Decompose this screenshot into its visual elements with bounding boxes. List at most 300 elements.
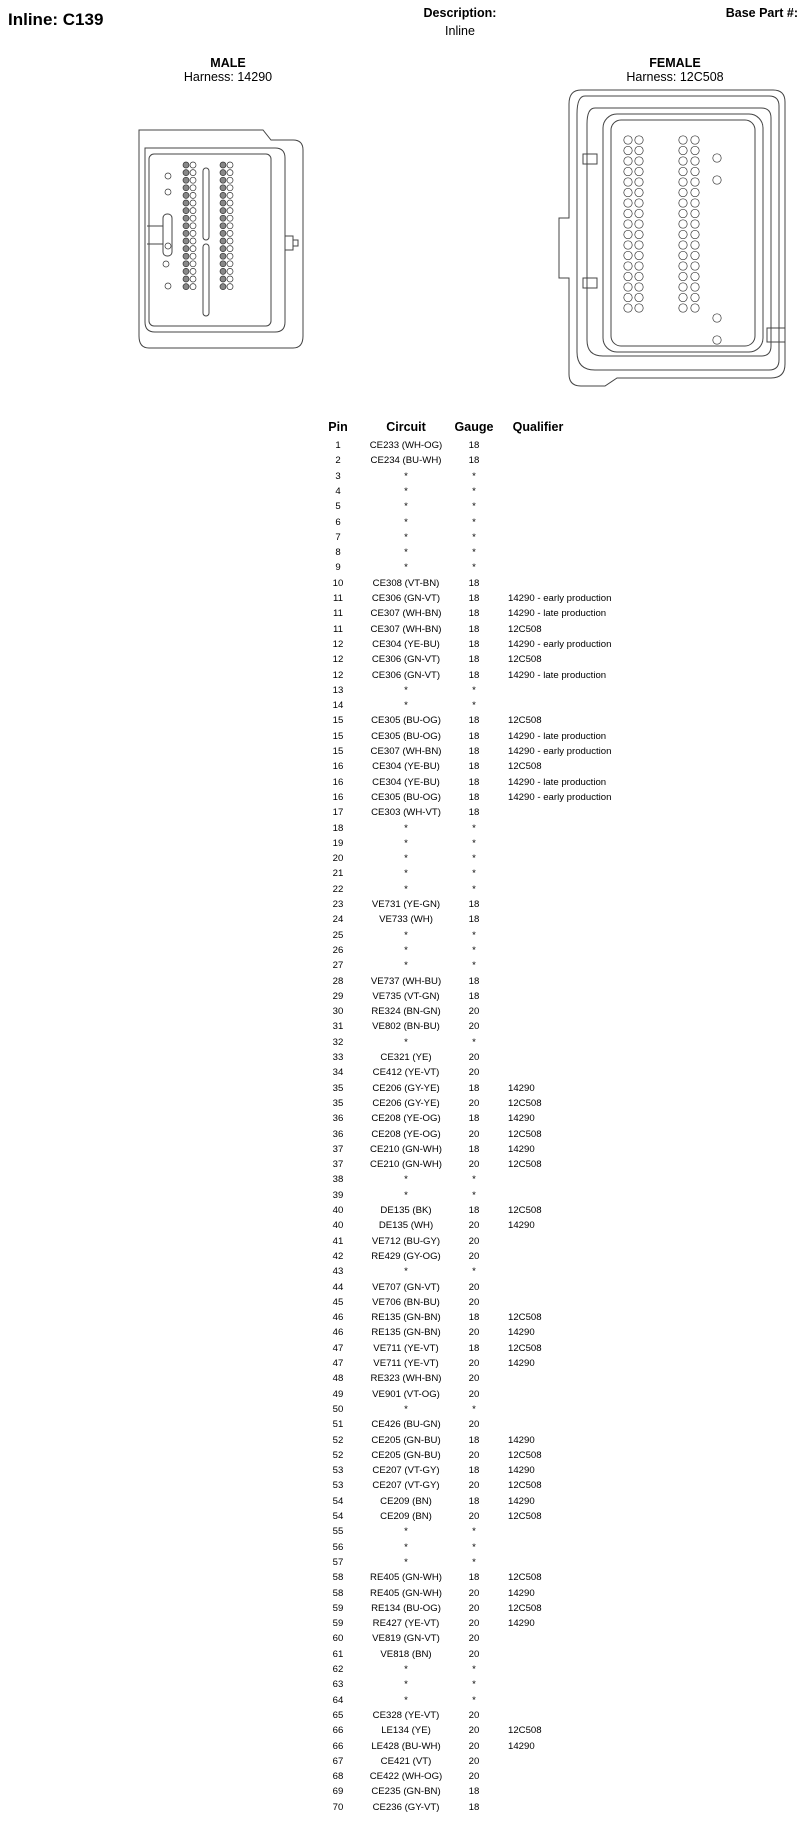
gauge-cell: 18	[468, 608, 480, 620]
pin-cell: 16	[332, 761, 344, 773]
gauge-cell: *	[472, 883, 476, 895]
gauge-cell: 18	[468, 1143, 480, 1155]
female-pin-cavity	[635, 230, 643, 238]
circuit-cell: CE308 (VT-BN)	[372, 577, 440, 589]
male-pin-cavity	[220, 284, 226, 290]
qualifier-cell: 14290 - early production	[508, 746, 612, 757]
female-pin-cavity	[679, 178, 687, 186]
gauge-cell: *	[472, 1541, 476, 1553]
male-pin-cavity	[227, 177, 233, 183]
circuit-cell: VE737 (WH-BU)	[370, 975, 442, 987]
male-pin-cavity	[220, 276, 226, 282]
pin-cell: 49	[332, 1388, 344, 1400]
circuit-cell: CE426 (BU-GN)	[371, 1419, 441, 1431]
gauge-cell: 18	[468, 1082, 480, 1094]
female-pin-cavity	[635, 220, 643, 228]
female-pin-cavity	[713, 154, 721, 162]
circuit-cell: RE135 (GN-BN)	[371, 1327, 441, 1339]
gauge-cell: *	[472, 470, 476, 482]
pin-cell: 26	[332, 944, 344, 956]
gauge-cell: 20	[468, 1235, 480, 1247]
gauge-cell: 20	[468, 1006, 480, 1018]
female-pin-cavity	[679, 230, 687, 238]
female-pin-cavity	[679, 304, 687, 312]
circuit-cell: RE134 (BU-OG)	[371, 1602, 441, 1614]
pin-cell: 2	[335, 455, 341, 467]
pin-cell: 62	[332, 1664, 344, 1675]
pin-cell: 53	[332, 1480, 344, 1492]
pin-cell: 52	[332, 1449, 344, 1461]
male-pin-cavity	[220, 261, 226, 267]
female-pin-cavity	[635, 188, 643, 196]
female-pin-cavity	[624, 220, 632, 228]
gauge-cell: *	[472, 837, 476, 849]
qualifier-cell: 12C508	[508, 1159, 542, 1171]
pin-cell: 56	[332, 1541, 344, 1553]
female-pin-cavity	[713, 314, 721, 322]
pin-cell: 64	[332, 1694, 344, 1706]
male-pin-cavity	[190, 177, 196, 183]
male-pin-cavity	[227, 268, 233, 274]
gauge-cell: 20	[468, 1633, 480, 1645]
gauge-cell: 18	[468, 975, 480, 987]
gauge-cell: 20	[468, 1419, 480, 1431]
male-pin-cavity	[190, 268, 196, 274]
female-pin-cavity	[635, 178, 643, 186]
male-pin-cavity	[183, 276, 189, 282]
female-pin-cavity	[624, 178, 632, 186]
pin-cell: 38	[332, 1174, 344, 1186]
circuit-cell: CE304 (YE-BU)	[372, 638, 440, 650]
pin-cell: 17	[332, 807, 344, 819]
circuit-cell: VE706 (BN-BU)	[372, 1296, 440, 1308]
gauge-cell: 20	[468, 1128, 480, 1140]
male-pin-cavity	[227, 246, 233, 252]
male-pin-cavity	[220, 268, 226, 274]
circuit-cell: CE321 (YE)	[380, 1052, 432, 1063]
male-pin-cavity	[190, 170, 196, 176]
gauge-cell: *	[472, 1189, 476, 1201]
description-value: Inline	[445, 24, 475, 38]
circuit-cell: *	[404, 1526, 408, 1538]
circuit-cell: CE210 (GN-WH)	[370, 1143, 442, 1155]
male-pin-cavity	[190, 261, 196, 267]
female-pin-cavity	[624, 199, 632, 207]
male-pin-cavity	[183, 192, 189, 198]
circuit-cell: RE427 (YE-VT)	[372, 1618, 440, 1630]
circuit-cell: *	[404, 1541, 408, 1553]
female-pin-grid	[624, 136, 721, 344]
pin-cell: 11	[333, 623, 343, 635]
qualifier-cell: 12C508	[508, 623, 542, 635]
pin-cell: 43	[332, 1266, 344, 1278]
qualifier-cell: 14290	[508, 1082, 535, 1094]
pin-cell: 35	[332, 1082, 344, 1094]
pin-cell: 7	[335, 531, 341, 543]
qualifier-cell: 14290	[508, 1495, 535, 1507]
gauge-cell: 20	[468, 1449, 480, 1461]
male-pin-cavity	[220, 177, 226, 183]
male-pin-cavity	[220, 246, 226, 252]
male-pin-cavity	[183, 200, 189, 206]
circuit-cell: VE819 (GN-VT)	[372, 1633, 440, 1645]
male-pin-cavity	[227, 276, 233, 282]
male-pin-cavity	[227, 208, 233, 214]
gauge-cell: 18	[468, 990, 480, 1002]
circuit-cell: CE422 (WH-OG)	[369, 1771, 443, 1783]
gauge-cell: 20	[468, 1296, 480, 1308]
gauge-cell: 18	[468, 440, 480, 451]
pin-cell: 11	[333, 593, 343, 604]
pin-cell: 39	[332, 1189, 344, 1201]
male-pin-cavity	[227, 192, 233, 198]
female-pin-cavity	[624, 241, 632, 249]
female-pin-cavity	[679, 209, 687, 217]
pin-cell: 15	[332, 730, 344, 742]
female-pin-cavity	[624, 146, 632, 154]
gauge-cell: 18	[468, 669, 480, 681]
gauge-cell: 18	[468, 1113, 480, 1125]
female-pin-cavity	[635, 304, 643, 312]
pin-cell: 4	[335, 485, 341, 497]
female-pin-cavity	[635, 167, 643, 175]
circuit-cell: CE307 (WH-BN)	[370, 746, 442, 757]
qualifier-cell: 14290	[508, 1113, 535, 1125]
pin-cell: 40	[332, 1205, 344, 1216]
female-pin-cavity	[635, 262, 643, 270]
gauge-cell: 20	[468, 1602, 480, 1614]
pin-cell: 1	[335, 440, 341, 451]
male-pin-cavity	[220, 170, 226, 176]
male-pin-cavity	[227, 230, 233, 236]
gauge-cell: 20	[468, 1327, 480, 1339]
pin-cell: 63	[332, 1679, 344, 1691]
pin-cell: 16	[332, 791, 344, 803]
pin-cell: 28	[332, 975, 344, 987]
female-pin-cavity	[713, 336, 721, 344]
male-pin-cavity	[183, 246, 189, 252]
circuit-cell: RE324 (BN-GN)	[371, 1006, 441, 1018]
female-pin-cavity	[691, 230, 699, 238]
pin-cell: 15	[332, 715, 344, 727]
female-pin-cavity	[679, 199, 687, 207]
gauge-cell: 18	[468, 654, 480, 666]
female-pin-cavity	[691, 167, 699, 175]
pin-cell: 70	[332, 1801, 344, 1813]
pin-cell: 32	[332, 1036, 344, 1048]
pin-cell: 27	[332, 960, 344, 972]
circuit-cell: *	[404, 1679, 408, 1691]
qualifier-cell: 12C508	[508, 715, 542, 727]
circuit-cell: *	[404, 1266, 408, 1278]
female-pin-cavity	[679, 167, 687, 175]
gauge-cell: 18	[468, 1205, 480, 1216]
gauge-cell: 18	[468, 1495, 480, 1507]
circuit-cell: *	[404, 501, 408, 513]
pin-cell: 35	[332, 1097, 344, 1109]
circuit-cell: DE135 (BK)	[380, 1205, 432, 1216]
circuit-cell: CE208 (YE-OG)	[371, 1128, 441, 1140]
gauge-cell: *	[472, 700, 476, 712]
female-pin-cavity	[624, 188, 632, 196]
gauge-cell: 20	[468, 1159, 480, 1171]
gauge-cell: 20	[468, 1250, 480, 1262]
circuit-cell: CE207 (VT-GY)	[372, 1465, 440, 1477]
circuit-cell: RE135 (GN-BN)	[371, 1312, 441, 1324]
circuit-cell: *	[404, 960, 408, 972]
circuit-cell: *	[404, 531, 408, 543]
circuit-cell: VE735 (VT-GN)	[372, 990, 440, 1002]
pin-cell: 13	[332, 684, 344, 696]
gauge-cell: *	[472, 531, 476, 543]
circuit-cell: *	[404, 929, 408, 941]
gauge-cell: 18	[468, 455, 480, 467]
circuit-cell: CE303 (WH-VT)	[371, 807, 441, 819]
female-pin-cavity	[624, 262, 632, 270]
pin-cell: 30	[332, 1006, 344, 1018]
pin-cell: 16	[332, 776, 344, 788]
circuit-cell: CE205 (GN-BU)	[371, 1449, 441, 1461]
gauge-cell: 20	[468, 1587, 480, 1599]
gauge-cell: *	[472, 1556, 476, 1568]
pin-cell: 47	[332, 1342, 344, 1354]
gauge-cell: 20	[468, 1740, 480, 1752]
qualifier-cell: 12C508	[508, 1128, 542, 1140]
male-connector-title: MALE	[210, 56, 246, 70]
male-pin-cavity	[183, 284, 189, 290]
qualifier-cell: 14290	[508, 1358, 535, 1369]
gauge-cell: *	[472, 684, 476, 696]
circuit-cell: CE412 (YE-VT)	[372, 1067, 440, 1079]
circuit-cell: CE205 (GN-BU)	[371, 1434, 441, 1446]
gauge-cell: 18	[468, 791, 480, 803]
female-pin-cavity	[691, 136, 699, 144]
male-pin-cavity	[163, 261, 169, 267]
pin-cell: 5	[335, 501, 341, 513]
male-pin-cavity	[183, 185, 189, 191]
circuit-cell: CE306 (GN-VT)	[371, 654, 441, 666]
pin-cell: 45	[332, 1296, 344, 1308]
qualifier-cell: 12C508	[508, 654, 542, 666]
female-pin-cavity	[635, 251, 643, 259]
pin-cell: 69	[332, 1786, 344, 1798]
male-pin-cavity	[227, 253, 233, 259]
pin-cell: 36	[332, 1113, 344, 1125]
pin-cell: 40	[332, 1220, 344, 1232]
gauge-cell: 20	[468, 1388, 480, 1400]
male-pin-cavity	[220, 223, 226, 229]
female-pin-cavity	[679, 188, 687, 196]
gauge-cell: 18	[468, 746, 480, 757]
pin-cell: 15	[332, 746, 344, 757]
pin-cell: 37	[332, 1143, 344, 1155]
gauge-cell: 18	[468, 730, 480, 742]
circuit-cell: *	[404, 684, 408, 696]
circuit-cell: *	[404, 516, 408, 528]
circuit-cell: CE235 (GN-BN)	[371, 1786, 441, 1798]
male-pin-grid	[163, 162, 233, 290]
circuit-cell: CE207 (VT-GY)	[372, 1480, 440, 1492]
female-pin-cavity	[691, 293, 699, 301]
female-pin-cavity	[691, 188, 699, 196]
female-pin-cavity	[635, 209, 643, 217]
circuit-cell: CE305 (BU-OG)	[371, 715, 441, 727]
circuit-cell: CE236 (GY-VT)	[372, 1801, 440, 1813]
female-pin-cavity	[679, 251, 687, 259]
qualifier-cell: 12C508	[508, 1725, 542, 1737]
gauge-cell: 20	[468, 1618, 480, 1630]
pin-cell: 6	[335, 516, 341, 528]
female-pin-cavity	[624, 251, 632, 259]
male-pin-cavity	[227, 185, 233, 191]
male-pin-cavity	[190, 223, 196, 229]
pin-cell: 21	[332, 868, 344, 880]
male-connector-diagram	[135, 126, 310, 354]
gauge-cell: 18	[468, 914, 480, 926]
female-pin-cavity	[624, 304, 632, 312]
circuit-cell: VE731 (YE-GN)	[371, 899, 441, 910]
gauge-cell: *	[472, 516, 476, 528]
circuit-cell: VE733 (WH)	[379, 914, 433, 926]
pin-cell: 22	[332, 883, 344, 895]
pin-cell: 8	[335, 547, 341, 559]
circuit-cell: *	[404, 837, 408, 849]
female-pin-cavity	[624, 157, 632, 165]
pin-cell: 50	[332, 1403, 344, 1415]
pin-cell: 3	[335, 470, 341, 482]
pin-cell: 59	[332, 1602, 344, 1614]
gauge-cell: *	[472, 562, 476, 574]
pin-cell: 19	[332, 837, 344, 849]
circuit-cell: CE206 (GY-YE)	[372, 1097, 440, 1109]
gauge-cell: 20	[468, 1052, 480, 1063]
male-harness-label: Harness: 14290	[183, 70, 273, 84]
female-pin-cavity	[691, 220, 699, 228]
gauge-cell: 18	[468, 1465, 480, 1477]
circuit-cell: CE306 (GN-VT)	[371, 593, 441, 604]
base-part-label: Base Part #:	[725, 6, 798, 20]
male-pin-cavity	[183, 268, 189, 274]
gauge-cell: 18	[468, 1786, 480, 1798]
pin-cell: 29	[332, 990, 344, 1002]
circuit-cell: *	[404, 1694, 408, 1706]
female-connector-title: FEMALE	[649, 56, 701, 70]
male-pin-cavity	[227, 223, 233, 229]
qualifier-cell: 14290	[508, 1618, 535, 1630]
gauge-cell: 18	[468, 715, 480, 727]
circuit-column-header: Circuit	[386, 420, 426, 434]
circuit-cell: *	[404, 1189, 408, 1201]
pin-cell: 11	[333, 608, 343, 620]
pin-cell: 44	[332, 1281, 344, 1293]
gauge-cell: 18	[468, 1572, 480, 1584]
circuit-cell: CE307 (WH-BN)	[370, 608, 442, 620]
pin-cell: 42	[332, 1250, 344, 1262]
gauge-cell: 18	[468, 776, 480, 788]
gauge-cell: 18	[468, 807, 480, 819]
gauge-cell: 18	[468, 623, 480, 635]
qualifier-cell: 14290 - late production	[508, 608, 607, 620]
gauge-cell: 18	[468, 638, 480, 650]
female-pin-cavity	[691, 251, 699, 259]
qualifier-cell: 14290 - early production	[508, 791, 612, 803]
female-pin-cavity	[624, 283, 632, 291]
circuit-cell: *	[404, 485, 408, 497]
circuit-cell: *	[404, 1664, 408, 1675]
female-pin-cavity	[679, 136, 687, 144]
circuit-cell: CE304 (YE-BU)	[372, 776, 440, 788]
gauge-cell: *	[472, 485, 476, 497]
gauge-cell: *	[472, 822, 476, 834]
circuit-cell: RE429 (GY-OG)	[371, 1250, 441, 1262]
male-pin-cavity	[227, 170, 233, 176]
female-pin-cavity	[635, 136, 643, 144]
male-pin-cavity	[220, 208, 226, 214]
gauge-cell: *	[472, 547, 476, 559]
male-pin-cavity	[227, 238, 233, 244]
female-pin-cavity	[635, 199, 643, 207]
male-pin-cavity	[190, 200, 196, 206]
circuit-cell: RE405 (GN-WH)	[370, 1587, 442, 1599]
qualifier-cell: 12C508	[508, 1342, 542, 1354]
male-pin-cavity	[190, 238, 196, 244]
female-pin-cavity	[691, 209, 699, 217]
gauge-cell: 18	[468, 1434, 480, 1446]
male-pin-cavity	[190, 162, 196, 168]
gauge-cell: 20	[468, 1648, 480, 1660]
circuit-cell: *	[404, 822, 408, 834]
male-pin-cavity	[183, 230, 189, 236]
qualifier-cell: 12C508	[508, 761, 542, 773]
circuit-cell: VE818 (BN)	[380, 1648, 432, 1660]
gauge-cell: 20	[468, 1755, 480, 1767]
circuit-cell: *	[404, 547, 408, 559]
circuit-cell: *	[404, 868, 408, 880]
male-pin-cavity	[220, 230, 226, 236]
circuit-cell: CE328 (YE-VT)	[372, 1709, 440, 1721]
qualifier-cell: 14290	[508, 1434, 535, 1446]
female-harness-label: Harness: 12C508	[626, 70, 724, 84]
male-pin-cavity	[220, 238, 226, 244]
gauge-cell: 20	[468, 1771, 480, 1783]
male-pin-cavity	[183, 162, 189, 168]
circuit-cell: DE135 (WH)	[378, 1220, 434, 1232]
pin-cell: 54	[332, 1511, 344, 1522]
gauge-cell: *	[472, 1174, 476, 1186]
qualifier-cell: 14290 - late production	[508, 776, 607, 788]
gauge-cell: 20	[468, 1281, 480, 1293]
pin-cell: 57	[332, 1556, 344, 1568]
gauge-cell: 20	[468, 1511, 480, 1522]
pin-cell: 66	[332, 1725, 344, 1737]
female-pin-cavity	[679, 241, 687, 249]
male-pin-cavity	[165, 243, 171, 249]
gauge-cell: *	[472, 1526, 476, 1538]
gauge-cell: 18	[468, 577, 480, 589]
female-pin-cavity	[691, 241, 699, 249]
female-pin-cavity	[691, 178, 699, 186]
pin-cell: 55	[332, 1526, 344, 1538]
gauge-cell: 20	[468, 1480, 480, 1492]
circuit-cell: CE421 (VT)	[380, 1755, 432, 1767]
female-pin-cavity	[679, 220, 687, 228]
male-pin-cavity	[165, 189, 171, 195]
qualifier-cell: 14290 - late production	[508, 669, 607, 681]
pin-cell: 58	[332, 1587, 344, 1599]
qualifier-cell: 12C508	[508, 1511, 542, 1522]
gauge-cell: *	[472, 960, 476, 972]
male-pin-cavity	[183, 223, 189, 229]
